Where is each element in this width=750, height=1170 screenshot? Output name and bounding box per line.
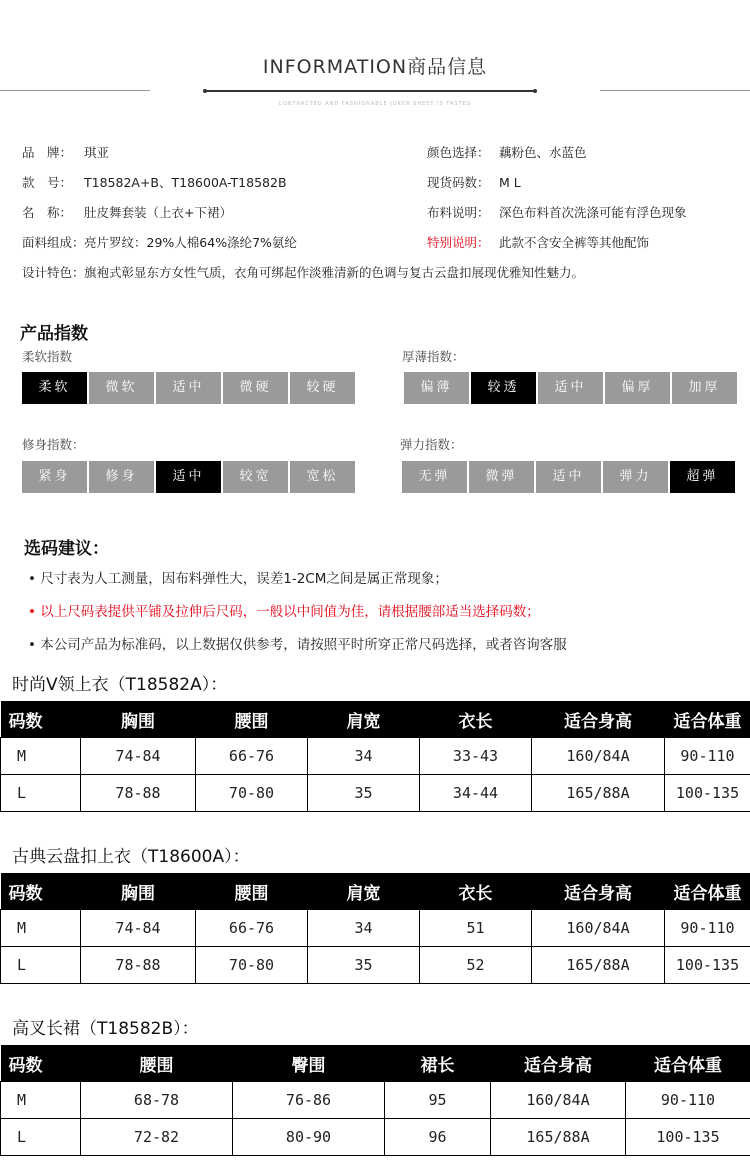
info-stock: 现货码数： M L xyxy=(427,175,521,190)
info-name: 名 称： 肚皮舞套装（上衣+下裙） xyxy=(22,205,232,220)
elasticity-option-1: 无弹 xyxy=(402,461,467,493)
table-cell: 165/88A xyxy=(532,775,665,812)
table-cell: 76-86 xyxy=(233,1082,385,1119)
size-table-3 xyxy=(0,1045,750,1156)
table-cell: 52 xyxy=(420,947,532,984)
softness-label: 柔软指数 xyxy=(22,349,73,364)
softness-option-5: 较硬 xyxy=(290,372,355,404)
table-cell: 74-84 xyxy=(81,738,196,775)
table-header-cell: 腰围 xyxy=(81,1045,233,1082)
info-model: 款 号： T18582A+B、T18600A-T18582B xyxy=(22,175,287,190)
product-index-title: 产品指数 xyxy=(20,324,88,344)
table-header-cell: 肩宽 xyxy=(308,701,420,738)
table-1-title: 时尚V领上衣（T18582A）： xyxy=(12,675,228,695)
table-cell: 165/88A xyxy=(532,947,665,984)
table-cell: 34-44 xyxy=(420,775,532,812)
table-cell: L xyxy=(1,947,81,984)
table-header-cell: 码数 xyxy=(1,873,81,910)
softness-scale xyxy=(22,372,357,404)
table-header-cell: 胸围 xyxy=(81,701,196,738)
table-cell: 80-90 xyxy=(233,1119,385,1156)
elasticity-scale xyxy=(402,461,737,493)
fit-option-5: 宽松 xyxy=(290,461,355,493)
advice-tip-1: • 尺寸表为人工测量，因布料弹性大，误差1-2CM之间是属正常现象； xyxy=(28,571,448,587)
table-cell: 165/88A xyxy=(491,1119,626,1156)
thickness-label: 厚薄指数： xyxy=(402,349,465,364)
softness-option-3: 适中 xyxy=(156,372,221,404)
table-cell: 90-110 xyxy=(665,910,750,947)
table-cell: 35 xyxy=(308,947,420,984)
elasticity-label: 弹力指数： xyxy=(400,437,463,452)
table-cell: 66-76 xyxy=(196,738,308,775)
size-table-1 xyxy=(0,701,750,812)
table-header-cell: 裙长 xyxy=(385,1045,491,1082)
table-cell: L xyxy=(1,775,81,812)
thickness-scale xyxy=(404,372,739,404)
table-row xyxy=(1,947,750,984)
table-cell: 78-88 xyxy=(81,775,196,812)
table-3-title: 高叉长裙（T18582B）： xyxy=(12,1019,199,1039)
fit-label: 修身指数： xyxy=(22,437,85,452)
header-subtitle: CONTRACTED AND FASHIONABLE JOKER SHEET IS TASTED xyxy=(278,101,472,107)
table-cell: M xyxy=(1,910,81,947)
fit-option-2: 修身 xyxy=(89,461,154,493)
table-header-cell: 适合体重 xyxy=(665,701,750,738)
softness-option-2: 微软 xyxy=(89,372,154,404)
table-header-cell: 适合身高 xyxy=(491,1045,626,1082)
header-divider-dot-right xyxy=(533,89,537,93)
table-header-cell: 码数 xyxy=(1,1045,81,1082)
table-header-cell: 适合体重 xyxy=(626,1045,750,1082)
table-cell: 33-43 xyxy=(420,738,532,775)
table-header-cell: 衣长 xyxy=(420,701,532,738)
header-divider-left-thin xyxy=(0,90,150,91)
table-cell: M xyxy=(1,738,81,775)
table-cell: L xyxy=(1,1119,81,1156)
table-header-cell: 适合身高 xyxy=(532,701,665,738)
table-header-cell: 腰围 xyxy=(196,701,308,738)
table-cell: 35 xyxy=(308,775,420,812)
thickness-option-2: 较透 xyxy=(471,372,536,404)
info-brand: 品 牌： 琪亚 xyxy=(22,145,110,160)
thickness-option-5: 加厚 xyxy=(672,372,737,404)
table-cell: 34 xyxy=(308,738,420,775)
table-cell: 70-80 xyxy=(196,947,308,984)
fit-scale xyxy=(22,461,357,493)
table-header-cell: 衣长 xyxy=(420,873,532,910)
thickness-option-4: 偏厚 xyxy=(605,372,670,404)
table-row xyxy=(1,1119,750,1156)
table-cell: 78-88 xyxy=(81,947,196,984)
table-cell: 100-135 xyxy=(665,947,750,984)
fit-option-1: 紧身 xyxy=(22,461,87,493)
table-header-row xyxy=(1,1045,750,1082)
table-header-row xyxy=(1,701,750,738)
size-table-2 xyxy=(0,873,750,984)
table-cell: M xyxy=(1,1082,81,1119)
advice-title: 选码建议： xyxy=(24,539,109,559)
header-divider-dot-left xyxy=(203,89,207,93)
table-row xyxy=(1,1082,750,1119)
table-header-row xyxy=(1,873,750,910)
table-header-cell: 适合体重 xyxy=(665,873,750,910)
header-divider xyxy=(205,90,535,92)
table-cell: 72-82 xyxy=(81,1119,233,1156)
softness-option-1: 柔软 xyxy=(22,372,87,404)
table-2-title: 古典云盘扣上衣（T18600A）： xyxy=(12,847,250,867)
fit-option-3: 适中 xyxy=(156,461,221,493)
table-row xyxy=(1,775,750,812)
table-header-cell: 肩宽 xyxy=(308,873,420,910)
table-cell: 160/84A xyxy=(532,910,665,947)
table-cell: 95 xyxy=(385,1082,491,1119)
table-cell: 90-110 xyxy=(626,1082,750,1119)
fit-option-4: 较宽 xyxy=(223,461,288,493)
softness-option-4: 微硬 xyxy=(223,372,288,404)
table-header-cell: 码数 xyxy=(1,701,81,738)
table-cell: 66-76 xyxy=(196,910,308,947)
table-cell: 70-80 xyxy=(196,775,308,812)
table-header-cell: 胸围 xyxy=(81,873,196,910)
table-cell: 160/84A xyxy=(491,1082,626,1119)
elasticity-option-5: 超弹 xyxy=(670,461,735,493)
advice-tip-2: • 以上尺码表提供平铺及拉伸后尺码，一般以中间值为佳，请根据腰部适当选择码数； xyxy=(28,604,540,620)
info-fabric: 面料组成：亮片罗纹：29%人棉64%涤纶7%氨纶 xyxy=(22,235,297,250)
table-header-cell: 臀围 xyxy=(233,1045,385,1082)
table-cell: 100-135 xyxy=(665,775,750,812)
table-cell: 100-135 xyxy=(626,1119,750,1156)
elasticity-option-2: 微弹 xyxy=(469,461,534,493)
table-header-cell: 腰围 xyxy=(196,873,308,910)
header-divider-right-thin xyxy=(600,90,750,91)
table-cell: 68-78 xyxy=(81,1082,233,1119)
elasticity-option-4: 弹力 xyxy=(603,461,668,493)
table-row xyxy=(1,910,750,947)
table-cell: 90-110 xyxy=(665,738,750,775)
thickness-option-1: 偏薄 xyxy=(404,372,469,404)
advice-tip-3: • 本公司产品为标准码，以上数据仅供参考，请按照平时所穿正常尺码选择，或者咨询客服 xyxy=(28,637,567,653)
info-color: 颜色选择： 藕粉色、水蓝色 xyxy=(427,145,587,160)
table-header-cell: 适合身高 xyxy=(532,873,665,910)
table-row xyxy=(1,738,750,775)
info-special: 特别说明： 此款不含安全裤等其他配饰 xyxy=(427,235,650,250)
table-cell: 160/84A xyxy=(532,738,665,775)
info-note: 布料说明： 深色布料首次洗涤可能有浮色现象 xyxy=(427,205,687,220)
info-design: 设计特色：旗袍式彰显东方女性气质，衣角可绑起作淡雅清新的色调与复古云盘扣展现优雅知性魅力。 xyxy=(22,265,585,280)
thickness-option-3: 适中 xyxy=(538,372,603,404)
table-cell: 96 xyxy=(385,1119,491,1156)
header-title: INFORMATION商品信息 xyxy=(262,56,488,78)
elasticity-option-3: 适中 xyxy=(536,461,601,493)
table-cell: 74-84 xyxy=(81,910,196,947)
table-cell: 51 xyxy=(420,910,532,947)
table-cell: 34 xyxy=(308,910,420,947)
